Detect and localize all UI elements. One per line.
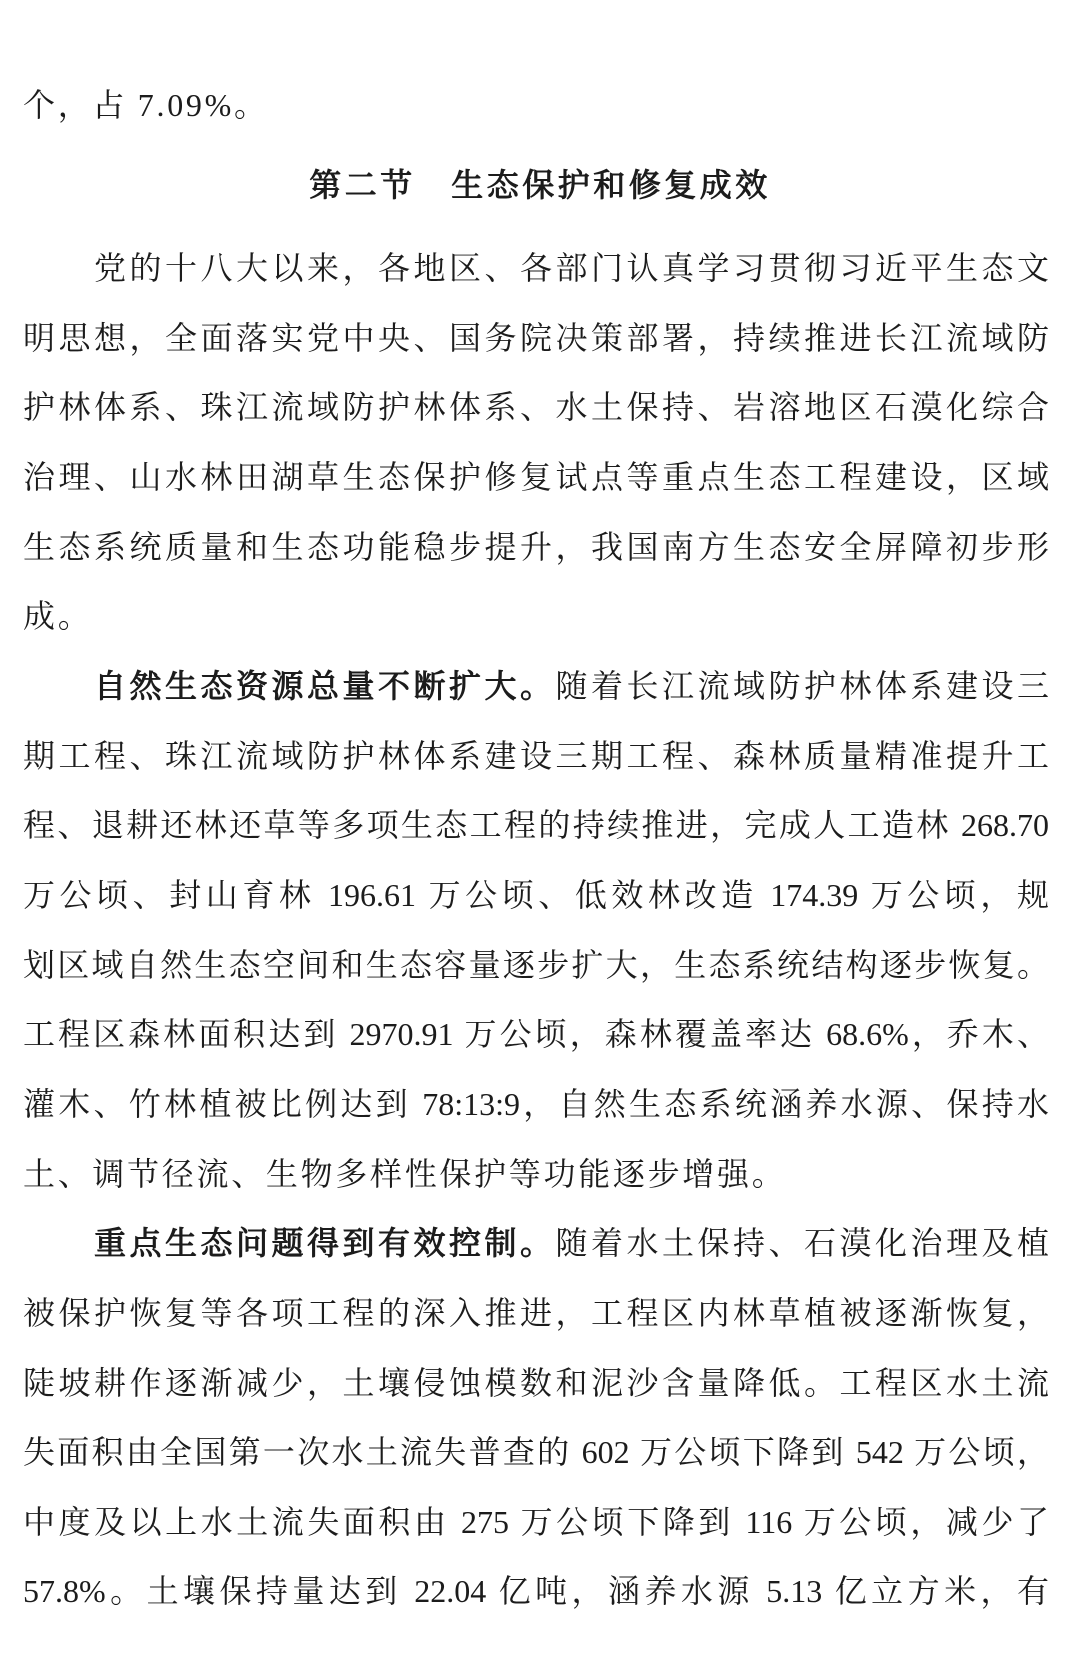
text-line (23, 1209, 1049, 1279)
text-line: 中度及以上水土流失面积由 275 万公顷下降到 116 万公顷，减少了 (23, 1503, 1049, 1540)
text-line: 成。 (23, 598, 93, 635)
text-fragment: 随着水土保持、石漠化治理及植 (555, 1225, 1049, 1262)
section-heading: 第二节 生态保护和修复成效 (309, 167, 771, 203)
document-body (23, 234, 1049, 1627)
paragraph-ecological-overview (23, 234, 1049, 652)
text-line (23, 652, 1049, 722)
paragraph-ecological-problems (23, 1209, 1049, 1627)
text-line: 土、调节径流、生物多样性保护等功能逐步增强。 (23, 1155, 787, 1192)
paragraph-lead: 自然生态资源总量不断扩大。 (94, 667, 556, 704)
text-line: 工程区森林面积达到 2970.91 万公顷，森林覆盖率达 68.6%，乔木、 (23, 1016, 1049, 1053)
text-fragment: 随着长江流域防护林体系建设三 (555, 667, 1049, 704)
text-line: 治理、山水林田湖草生态保护修复试点等重点生态工程建设，区域 (23, 458, 1049, 495)
text-line: 失面积由全国第一次水土流失普查的 602 万公顷下降到 542 万公顷， (23, 1434, 1049, 1471)
paragraph-natural-resources (23, 652, 1049, 1209)
text-line: 生态系统质量和生态功能稳步提升，我国南方生态安全屏障初步形 (23, 528, 1049, 565)
text-line: 灌木、竹林植被比例达到 78:13:9，自然生态系统涵养水源、保持水 (23, 1085, 1049, 1122)
text-line: 党的十八大以来，各地区、各部门认真学习贯彻习近平生态文 (94, 250, 1049, 286)
paragraph-lead: 重点生态问题得到有效控制。 (94, 1225, 556, 1262)
text-line: 程、退耕还林还草等多项生态工程的持续推进，完成人工造林 268.70 (23, 807, 1049, 844)
text-line: 陡坡耕作逐渐减少，土壤侵蚀模数和泥沙含量降低。工程区水土流 (23, 1364, 1049, 1401)
intro-line: 个，占 7.09%。 (23, 87, 269, 123)
text-line: 护林体系、珠江流域防护林体系、水土保持、岩溶地区石漠化综合 (23, 389, 1049, 426)
text-line: 57.8%。土壤保持量达到 22.04 亿吨，涵养水源 5.13 亿立方米，有 (23, 1573, 1049, 1610)
text-line: 划区域自然生态空间和生态容量逐步扩大，生态系统结构逐步恢复。 (23, 946, 1049, 983)
text-line: 期工程、珠江流域防护林体系建设三期工程、森林质量精准提升工 (23, 737, 1049, 774)
text-line: 万公顷、封山育林 196.61 万公顷、低效林改造 174.39 万公顷，规 (23, 876, 1049, 913)
text-line: 明思想，全面落实党中央、国务院决策部署，持续推进长江流域防 (23, 319, 1049, 356)
text-line: 被保护恢复等各项工程的深入推进，工程区内林草植被逐渐恢复， (23, 1294, 1049, 1331)
